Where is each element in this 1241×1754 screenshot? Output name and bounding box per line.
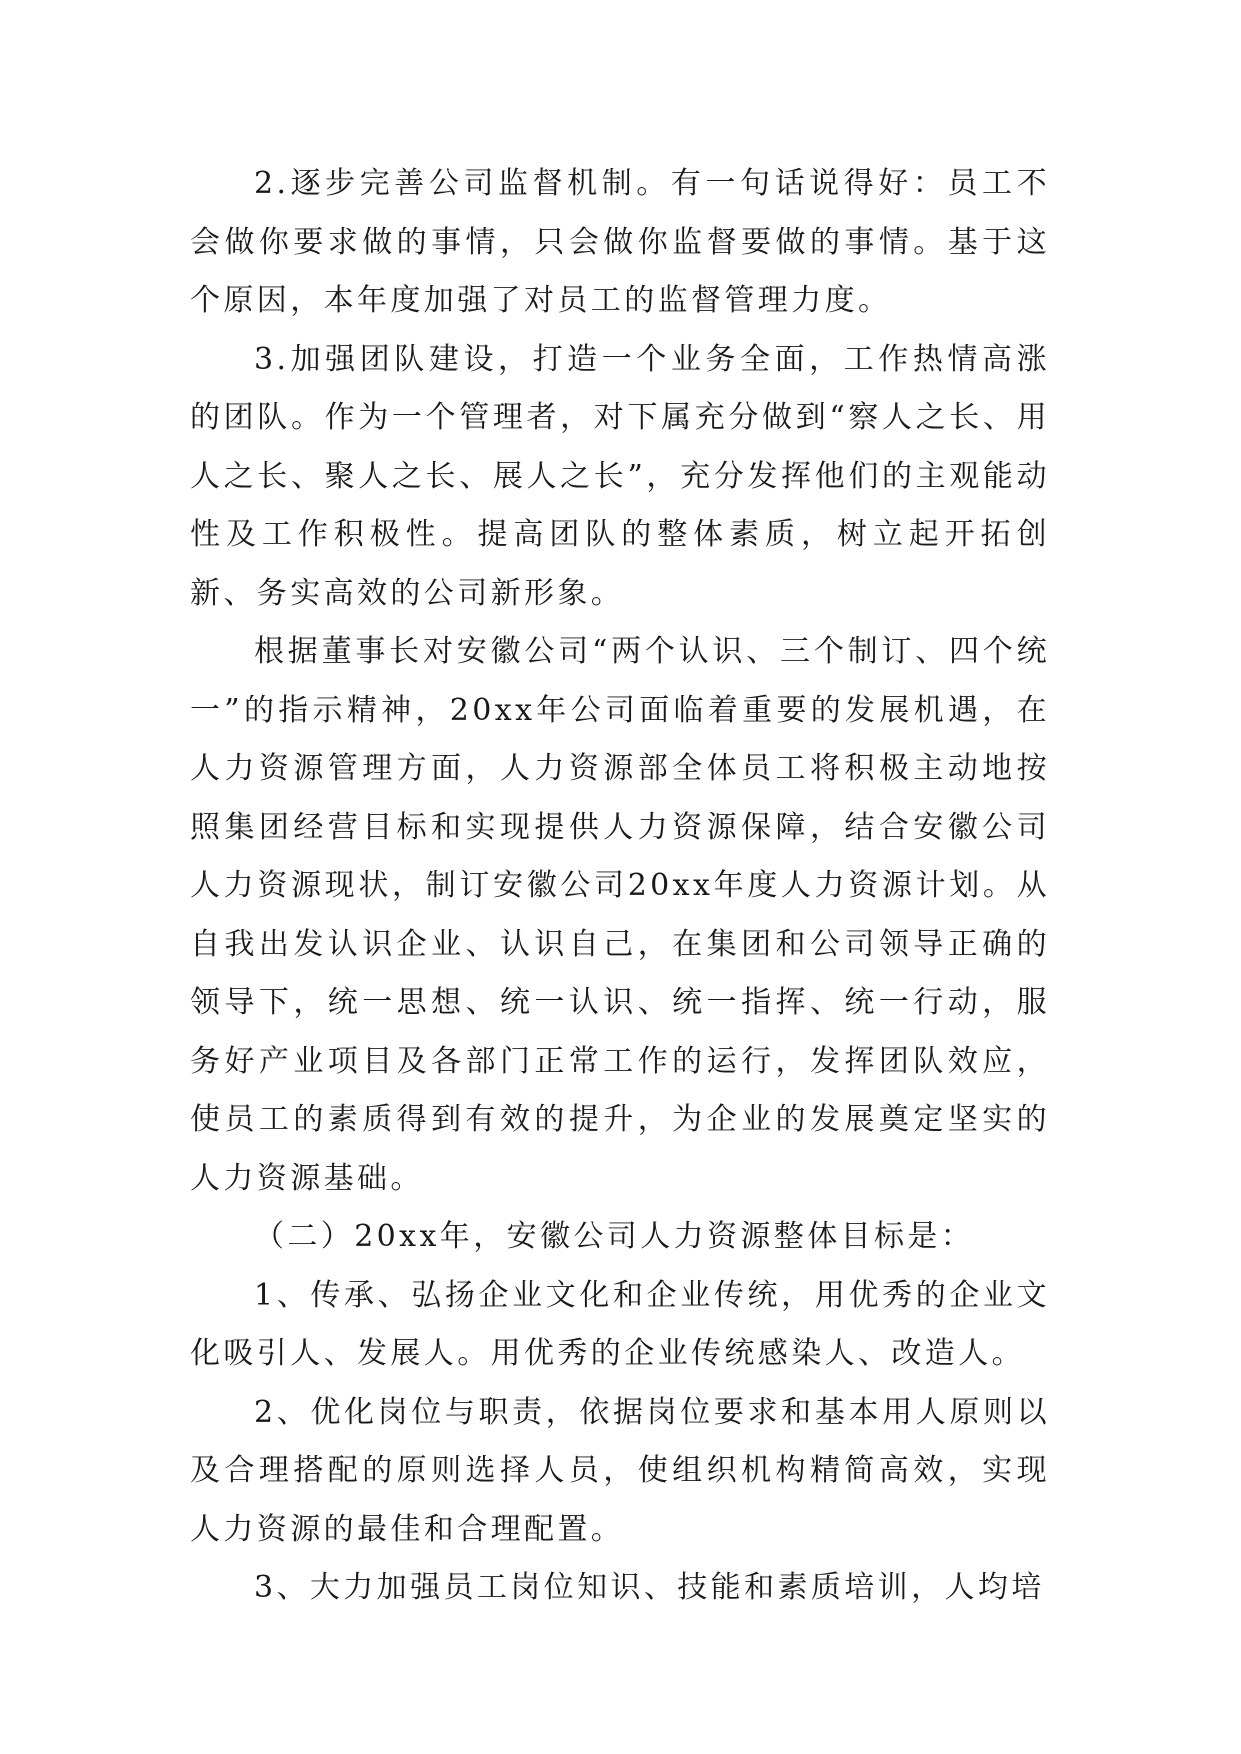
paragraph-goal-2: 2、优化岗位与职责，依据岗位要求和基本用人原则以及合理搭配的原则选择人员，使组织机构精简高效，实现人力资源的最佳和合理配置。	[190, 1394, 1050, 1547]
paragraph-section-heading: （二）20xx年，安徽公司人力资源整体目标是：	[254, 1219, 975, 1254]
paragraph-supervision: 2.逐步完善公司监督机制。有一句话说得好：员工不会做你要求做的事情，只会做你监督要做的事情。基于这个原因，本年度加强了对员工的监督管理力度。	[190, 166, 1050, 318]
paragraph-goal-3: 3、大力加强员工岗位知识、技能和素质培训，人均培	[254, 1570, 1045, 1605]
paragraph-team-building: 3.加强团队建设，打造一个业务全面，工作热情高涨的团队。作为一个管理者，对下属充分做到“察人之长、用人之长、聚人之长、展人之长”，充分发挥他们的主观能动性及工作积极性。提高团队的整体素质，树立起开拓创新、务实高效的公司新形象。	[190, 341, 1050, 611]
document-body	[190, 155, 1050, 1618]
paragraph-hr-plan: 根据董事长对安徽公司“两个认识、三个制订、四个统一”的指示精神，20xx年公司面临着重要的发展机遇，在人力资源管理方面，人力资源部全体员工将积极主动地按照集团经营目标和实现提供人力资源保障，结合安徽公司人力资源现状，制订安徽公司20xx年度人力资源计划。从自我出发认识企业、认识自己，在集团和公司领导正确的领导下，统一思想、统一认识、统一指挥、统一行动，服务好产业项目及各部门正常工作的运行，发挥团队效应，使员工的素质得到有效的提升，为企业的发展奠定坚实的人力资源基础。	[190, 634, 1050, 1196]
paragraph-goal-1: 1、传承、弘扬企业文化和企业传统，用优秀的企业文化吸引人、发展人。用优秀的企业传统感染人、改造人。	[190, 1277, 1050, 1371]
